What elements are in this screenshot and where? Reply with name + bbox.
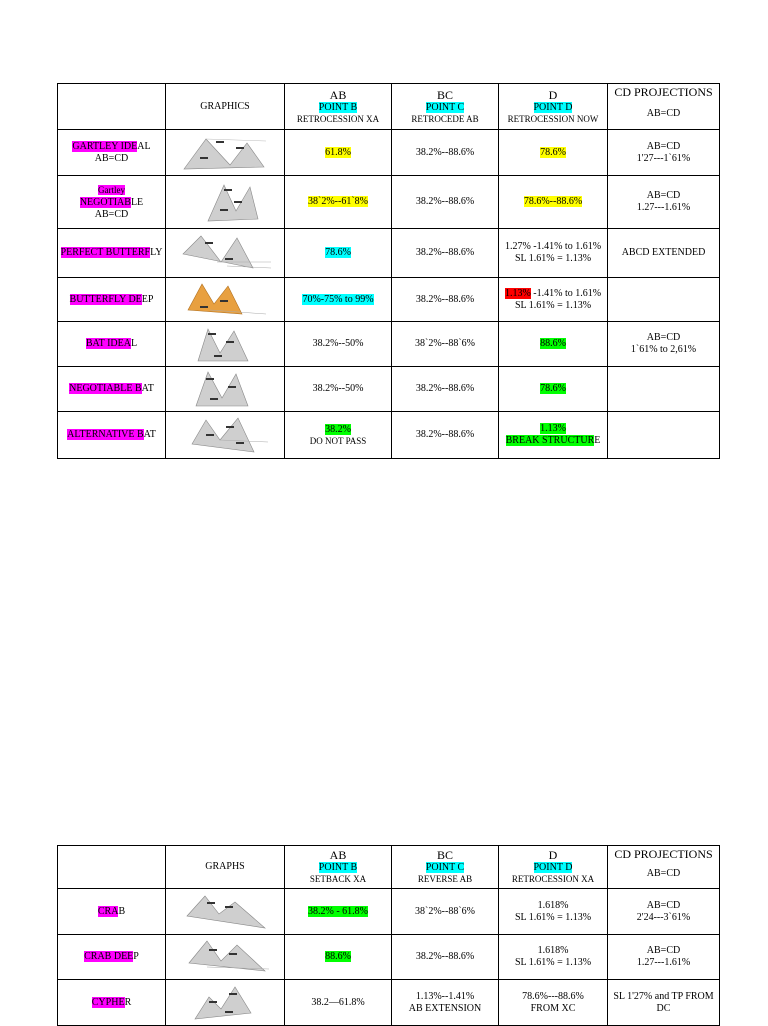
pattern-thumbnail-cell (166, 980, 285, 1026)
d-cell: 78.6% (499, 367, 608, 412)
patterns-table-2 (57, 845, 720, 1026)
harmonic-pattern-thumbnail (180, 179, 270, 225)
bc-cell: 38.2%--88.6% (392, 130, 499, 176)
empty-header-cell (58, 846, 166, 889)
pattern-name-cell: Gartley NEGOTIABLE AB=CD (58, 176, 166, 229)
bc-cell: 1.13%--1.41% AB EXTENSION (392, 980, 499, 1026)
bc-cell: 38.2%--88.6% (392, 176, 499, 229)
table-row (58, 322, 720, 367)
ab-cell: 78.6% (285, 229, 392, 278)
table-row (58, 278, 720, 322)
harmonic-pattern-thumbnail (190, 368, 260, 410)
pattern-thumbnail-cell (166, 412, 285, 459)
d-cell: 78.6%--88.6% (499, 176, 608, 229)
bc-cell: 38.2%--88.6% (392, 412, 499, 459)
ab-cell: 38`2%--61`8% (285, 176, 392, 229)
cd-cell: SL 1'27% and TP FROM DC (608, 980, 720, 1026)
table-header-row (58, 84, 720, 130)
d-cell: 88.6% (499, 322, 608, 367)
bc-header: BC POINT C RETROCEDE AB (392, 84, 499, 130)
ab-header: AB POINT B SETBACK XA (285, 846, 392, 889)
d-cell: 1.13% -1.41% to 1.61% SL 1.61% = 1.13% (499, 278, 608, 322)
ab-point-label: POINT B (318, 101, 358, 113)
harmonic-pattern-thumbnail (185, 983, 265, 1023)
harmonic-pattern-thumbnail (190, 323, 260, 365)
ab-cell: 61.8% (285, 130, 392, 176)
bc-cell: 38.2%--88.6% (392, 229, 499, 278)
harmonic-pattern-thumbnail (180, 280, 270, 320)
ab-cell: 88.6% (285, 935, 392, 980)
pattern-name-cell: NEGOTIABLE BAT (58, 367, 166, 412)
pattern-thumbnail-cell (166, 130, 285, 176)
empty-header-cell (58, 84, 166, 130)
ab-point-label: POINT B (318, 862, 358, 873)
cd-cell (608, 278, 720, 322)
d-cell: 1.618% SL 1.61% = 1.13% (499, 889, 608, 935)
ab-cell: 38.2%--50% (285, 322, 392, 367)
ab-header: AB POINT B RETROCESSION XA (285, 84, 392, 130)
harmonic-pattern-thumbnail (180, 133, 270, 173)
pattern-thumbnail-cell (166, 935, 285, 980)
ab-cell: 38.2% - 61.8% (285, 889, 392, 935)
pattern-name-cell: CRAB DEEP (58, 935, 166, 980)
d-cell: 78.6%---88.6% FROM XC (499, 980, 608, 1026)
pattern-name-cell: ALTERNATIVE BAT (58, 412, 166, 459)
pattern-thumbnail-cell (166, 367, 285, 412)
table-row (58, 935, 720, 980)
pattern-thumbnail-cell (166, 278, 285, 322)
pattern-name-cell: PERFECT BUTTERFLY (58, 229, 166, 278)
bc-point-label: POINT C (425, 862, 465, 873)
table-row (58, 176, 720, 229)
d-cell: 1.13% BREAK STRUCTURE (499, 412, 608, 459)
ab-cell: 38.2—61.8% (285, 980, 392, 1026)
bc-cell: 38.2%--88.6% (392, 367, 499, 412)
bc-point-label: POINT C (425, 101, 465, 113)
cd-cell (608, 412, 720, 459)
table-header-row (58, 846, 720, 889)
bc-cell: 38`2%--88`6% (392, 322, 499, 367)
pattern-thumbnail-cell (166, 889, 285, 935)
pattern-name-cell: BAT IDEAL (58, 322, 166, 367)
harmonic-pattern-thumbnail (180, 414, 270, 456)
bc-cell: 38`2%--88`6% (392, 889, 499, 935)
cd-cell (608, 367, 720, 412)
d-header: D POINT D RETROCESSION XA (499, 846, 608, 889)
harmonic-pattern-thumbnail (179, 892, 271, 932)
pattern-name-cell: GARTLEY IDEAL AB=CD (58, 130, 166, 176)
cd-cell: AB=CD 1'27---1`61% (608, 130, 720, 176)
table-row (58, 980, 720, 1026)
d-cell: 1.618% SL 1.61% = 1.13% (499, 935, 608, 980)
cd-cell: AB=CD 1.27---1.61% (608, 935, 720, 980)
d-point-label: POINT D (533, 101, 573, 113)
harmonic-pattern-thumbnail (177, 232, 273, 274)
pattern-name-cell: CYPHER (58, 980, 166, 1026)
bc-header: BC POINT C REVERSE AB (392, 846, 499, 889)
ab-cell: 38.2%--50% (285, 367, 392, 412)
table-row (58, 367, 720, 412)
pattern-name-cell: CRAB (58, 889, 166, 935)
pattern-thumbnail-cell (166, 229, 285, 278)
d-cell: 78.6% (499, 130, 608, 176)
graphics-header: GRAPHICS (166, 84, 285, 130)
cd-cell: AB=CD 1`61% to 2,61% (608, 322, 720, 367)
cd-cell: AB=CD 1.27---1.61% (608, 176, 720, 229)
graphics-header: GRAPHS (166, 846, 285, 889)
d-header: D POINT D RETROCESSION NOW (499, 84, 608, 130)
ab-cell: 70%-75% to 99% (285, 278, 392, 322)
bc-cell: 38.2%--88.6% (392, 935, 499, 980)
table-row (58, 130, 720, 176)
table-row (58, 229, 720, 278)
pattern-name-cell: BUTTERFLY DEEP (58, 278, 166, 322)
cd-header: CD PROJECTIONS AB=CD (608, 84, 720, 130)
table-row (58, 412, 720, 459)
harmonic-pattern-thumbnail (179, 937, 271, 977)
cd-cell: AB=CD 2'24---3`61% (608, 889, 720, 935)
pattern-thumbnail-cell (166, 176, 285, 229)
ab-cell: 38.2% DO NOT PASS (285, 412, 392, 459)
cd-header: CD PROJECTIONS AB=CD (608, 846, 720, 889)
pattern-thumbnail-cell (166, 322, 285, 367)
patterns-table-1 (57, 83, 720, 459)
d-cell: 1.27% -1.41% to 1.61% SL 1.61% = 1.13% (499, 229, 608, 278)
table-row (58, 889, 720, 935)
d-point-label: POINT D (533, 862, 573, 873)
bc-cell: 38.2%--88.6% (392, 278, 499, 322)
cd-cell: ABCD EXTENDED (608, 229, 720, 278)
